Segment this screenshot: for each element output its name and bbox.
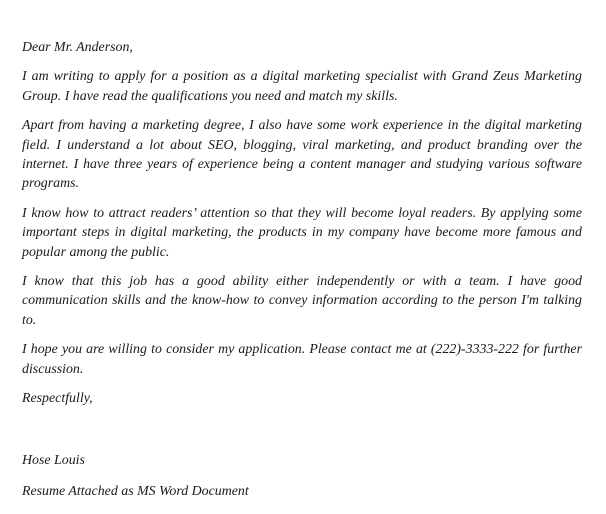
salutation: Dear Mr. Anderson, xyxy=(22,40,133,55)
closing: Respectfully, xyxy=(22,391,93,407)
paragraph-experience: Apart from having a marketing degree, I also have some work experience in the digital marketing field. I understand a lot about SEO, blogging, viral marketing, and product branding over the internet. I have three years of experience being a content manager and studying various software programs. xyxy=(22,118,582,192)
signature: Hose Louis xyxy=(22,452,85,468)
cover-letter xyxy=(22,38,582,511)
attachment-note: Resume Attached as MS Word Document xyxy=(22,483,249,499)
paragraph-teamwork: I know that this job has a good ability either independently or with a team. I have good communication skills and the know-how to convey information according to the person I'm talking to. xyxy=(22,274,582,328)
paragraph-skills: I know how to attract readers’ attention so that they will become loyal readers. By applying some important steps in digital marketing, the products in my company have become more famous and popular among the public. xyxy=(22,205,582,260)
paragraph-contact: I hope you are willing to consider my application. Please contact me at (222)-3333-222 for further discussion. xyxy=(22,342,582,377)
paragraph-intro: I am writing to apply for a position as a digital marketing specialist with Grand Zeus Marketing Group. I have read the qualifications you need and match my skills. xyxy=(22,69,582,104)
